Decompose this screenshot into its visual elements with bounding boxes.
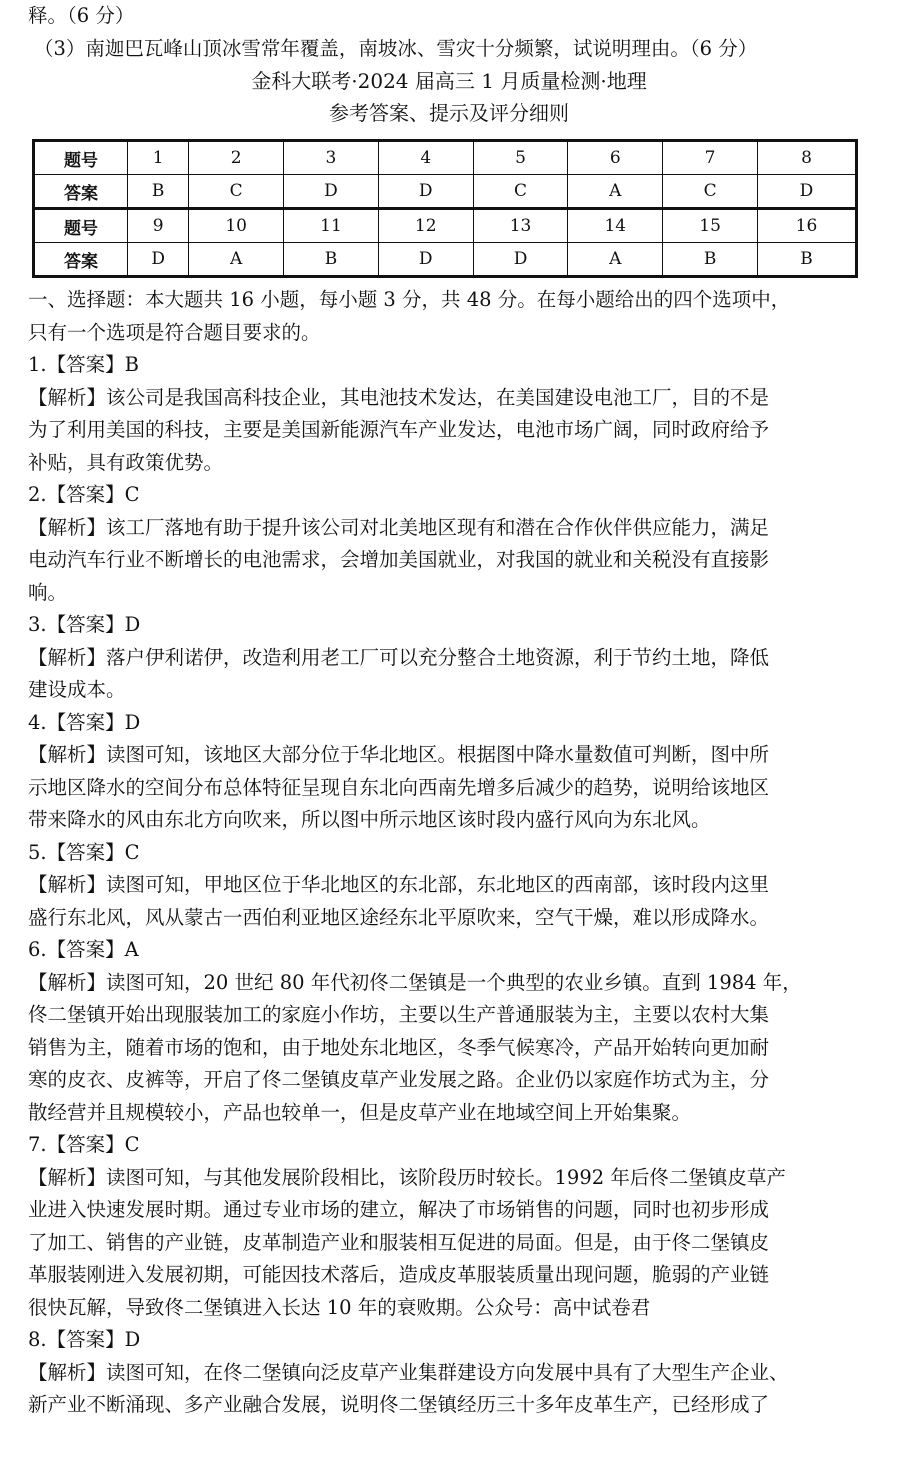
question-number: 4 bbox=[378, 141, 473, 175]
answer-line-4: 4.【答案】D bbox=[28, 710, 141, 734]
analysis-line: 为了利用美国的科技，主要是美国新能源汽车产业发达，电池市场广阔，同时政府给予 bbox=[28, 418, 770, 441]
row-label-number: 题号 bbox=[34, 209, 128, 243]
row-label-answer: 答案 bbox=[34, 243, 128, 277]
answer-cell: D bbox=[757, 175, 856, 209]
answer-cell: B bbox=[663, 243, 758, 277]
analysis-line: 【解析】读图可知，该地区大部分位于华北地区。根据图中降水量数值可判断，图中所 bbox=[28, 743, 770, 766]
analysis-line: 【解析】读图可知，在佟二堡镇向泛皮草产业集群建设方向发展中具有了大型生产企业、 bbox=[28, 1360, 789, 1384]
analysis-line: 了加工、销售的产业链，皮革制造产业和服装相互促进的局面。但是，由于佟二堡镇皮 bbox=[28, 1230, 770, 1254]
answer-line-8: 8.【答案】D bbox=[28, 1328, 141, 1351]
analysis-line: 【解析】读图可知，与其他发展阶段相比，该阶段历时较长。1992 年后佟二堡镇皮草产 bbox=[28, 1165, 786, 1189]
answer-cell: B bbox=[284, 243, 379, 277]
table-row bbox=[34, 141, 857, 175]
analysis-line: 【解析】落户伊利诺伊，改造利用老工厂可以充分整合土地资源，利于节约土地，降低 bbox=[28, 645, 770, 669]
header-line-2: （3）南迦巴瓦峰山顶冰雪常年覆盖，南坡冰、雪灾十分频繁，试说明理由。（6 分） bbox=[34, 36, 758, 60]
analysis-line: 寒的皮衣、皮裤等，开启了佟二堡镇皮草产业发展之路。企业仍以家庭作坊式为主，分 bbox=[28, 1068, 770, 1091]
question-number: 6 bbox=[568, 141, 663, 175]
question-number: 7 bbox=[663, 141, 758, 175]
analysis-line: 盛行东北风，风从蒙古一西伯利亚地区途经东北平原吹来，空气干燥，难以形成降水。 bbox=[28, 905, 770, 929]
analysis-line: 【解析】读图可知，甲地区位于华北地区的东北部，东北地区的西南部，该时段内这里 bbox=[28, 873, 770, 896]
analysis-line: 革服装刚进入发展初期，可能因技术落后，造成皮革服装质量出现问题，脆弱的产业链 bbox=[28, 1263, 770, 1286]
question-number: 3 bbox=[284, 141, 379, 175]
analysis-line: 【解析】读图可知，20 世纪 80 年代初佟二堡镇是一个典型的农业乡镇。直到 1984 年， bbox=[28, 970, 802, 994]
answer-line-3: 3.【答案】D bbox=[28, 613, 141, 636]
analysis-line: 建设成本。 bbox=[28, 678, 126, 701]
header-line-1: 释。（6 分） bbox=[28, 4, 135, 27]
answer-cell: A bbox=[568, 243, 663, 277]
question-number: 12 bbox=[378, 209, 473, 243]
answer-cell: D bbox=[473, 243, 568, 277]
section-intro-line-2: 只有一个选项是符合题目要求的。 bbox=[28, 320, 321, 344]
answer-line-5: 5.【答案】C bbox=[28, 840, 140, 864]
answer-cell: D bbox=[378, 175, 473, 209]
question-number: 10 bbox=[189, 209, 284, 243]
question-number: 5 bbox=[473, 141, 568, 175]
table-row bbox=[34, 175, 857, 209]
analysis-line: 响。 bbox=[28, 580, 68, 604]
question-number: 8 bbox=[757, 141, 856, 175]
analysis-line: 销售为主，随着市场的饱和，由于地处东北地区，冬季气候寒冷，产品开始转向更加耐 bbox=[28, 1035, 770, 1059]
answer-table bbox=[32, 139, 858, 278]
answer-cell: C bbox=[473, 175, 568, 209]
analysis-line: 带来降水的风由东北方向吹来，所以图中所示地区该时段内盛行风向为东北风。 bbox=[28, 808, 711, 831]
analysis-line: 电动汽车行业不断增长的电池需求，会增加美国就业，对我国的就业和关税没有直接影 bbox=[28, 548, 770, 571]
table-row bbox=[34, 243, 857, 277]
analysis-line: 佟二堡镇开始出现服装加工的家庭小作坊，主要以生产普通服装为主，主要以农村大集 bbox=[28, 1003, 770, 1026]
section-intro-line-1: 一、选择题：本大题共 16 小题，每小题 3 分，共 48 分。在每小题给出的四个选项中， bbox=[28, 288, 791, 311]
analysis-line: 【解析】该工厂落地有助于提升该公司对北美地区现有和潜在合作伙伴供应能力，满足 bbox=[28, 515, 770, 539]
answer-cell: B bbox=[128, 175, 189, 209]
answer-line-6: 6.【答案】A bbox=[28, 938, 139, 961]
question-number: 14 bbox=[568, 209, 663, 243]
question-number: 2 bbox=[189, 141, 284, 175]
answer-cell: D bbox=[284, 175, 379, 209]
answer-line-7: 7.【答案】C bbox=[28, 1133, 140, 1156]
analysis-line: 新产业不断涌现、多产业融合发展，说明佟二堡镇经历三十多年皮革生产，已经形成了 bbox=[28, 1393, 770, 1416]
analysis-line: 散经营并且规模较小，产品也较单一，但是皮草产业在地域空间上开始集聚。 bbox=[28, 1100, 692, 1124]
analysis-line: 【解析】该公司是我国高科技企业，其电池技术发达，在美国建设电池工厂，目的不是 bbox=[28, 385, 770, 409]
question-number: 15 bbox=[663, 209, 758, 243]
answer-cell: C bbox=[189, 175, 284, 209]
question-number: 16 bbox=[757, 209, 856, 243]
question-number: 1 bbox=[128, 141, 189, 175]
page-subtitle: 参考答案、提示及评分细则 bbox=[329, 101, 569, 125]
answer-line-1: 1.【答案】B bbox=[28, 353, 139, 376]
answer-cell: D bbox=[128, 243, 189, 277]
answer-cell: A bbox=[189, 243, 284, 277]
row-label-number: 题号 bbox=[34, 141, 128, 175]
question-number: 9 bbox=[128, 209, 189, 243]
analysis-line: 补贴，具有政策优势。 bbox=[28, 450, 224, 474]
table-row bbox=[34, 209, 857, 243]
row-label-answer: 答案 bbox=[34, 175, 128, 209]
answer-cell: D bbox=[378, 243, 473, 277]
answer-cell: B bbox=[757, 243, 856, 277]
question-number: 13 bbox=[473, 209, 568, 243]
analysis-line: 示地区降水的空间分布总体特征呈现自东北向西南先增多后减少的趋势，说明给该地区 bbox=[28, 775, 770, 799]
answer-cell: A bbox=[568, 175, 663, 209]
page-title: 金科大联考·2024 届高三 1 月质量检测·地理 bbox=[251, 69, 647, 93]
analysis-line: 很快瓦解，导致佟二堡镇进入长达 10 年的衰败期。公众号：高中试卷君 bbox=[28, 1295, 651, 1319]
analysis-line: 业进入快速发展时期。通过专业市场的建立，解决了市场销售的问题，同时也初步形成 bbox=[28, 1198, 770, 1221]
answer-cell: C bbox=[663, 175, 758, 209]
answer-line-2: 2.【答案】C bbox=[28, 483, 140, 506]
question-number: 11 bbox=[284, 209, 379, 243]
